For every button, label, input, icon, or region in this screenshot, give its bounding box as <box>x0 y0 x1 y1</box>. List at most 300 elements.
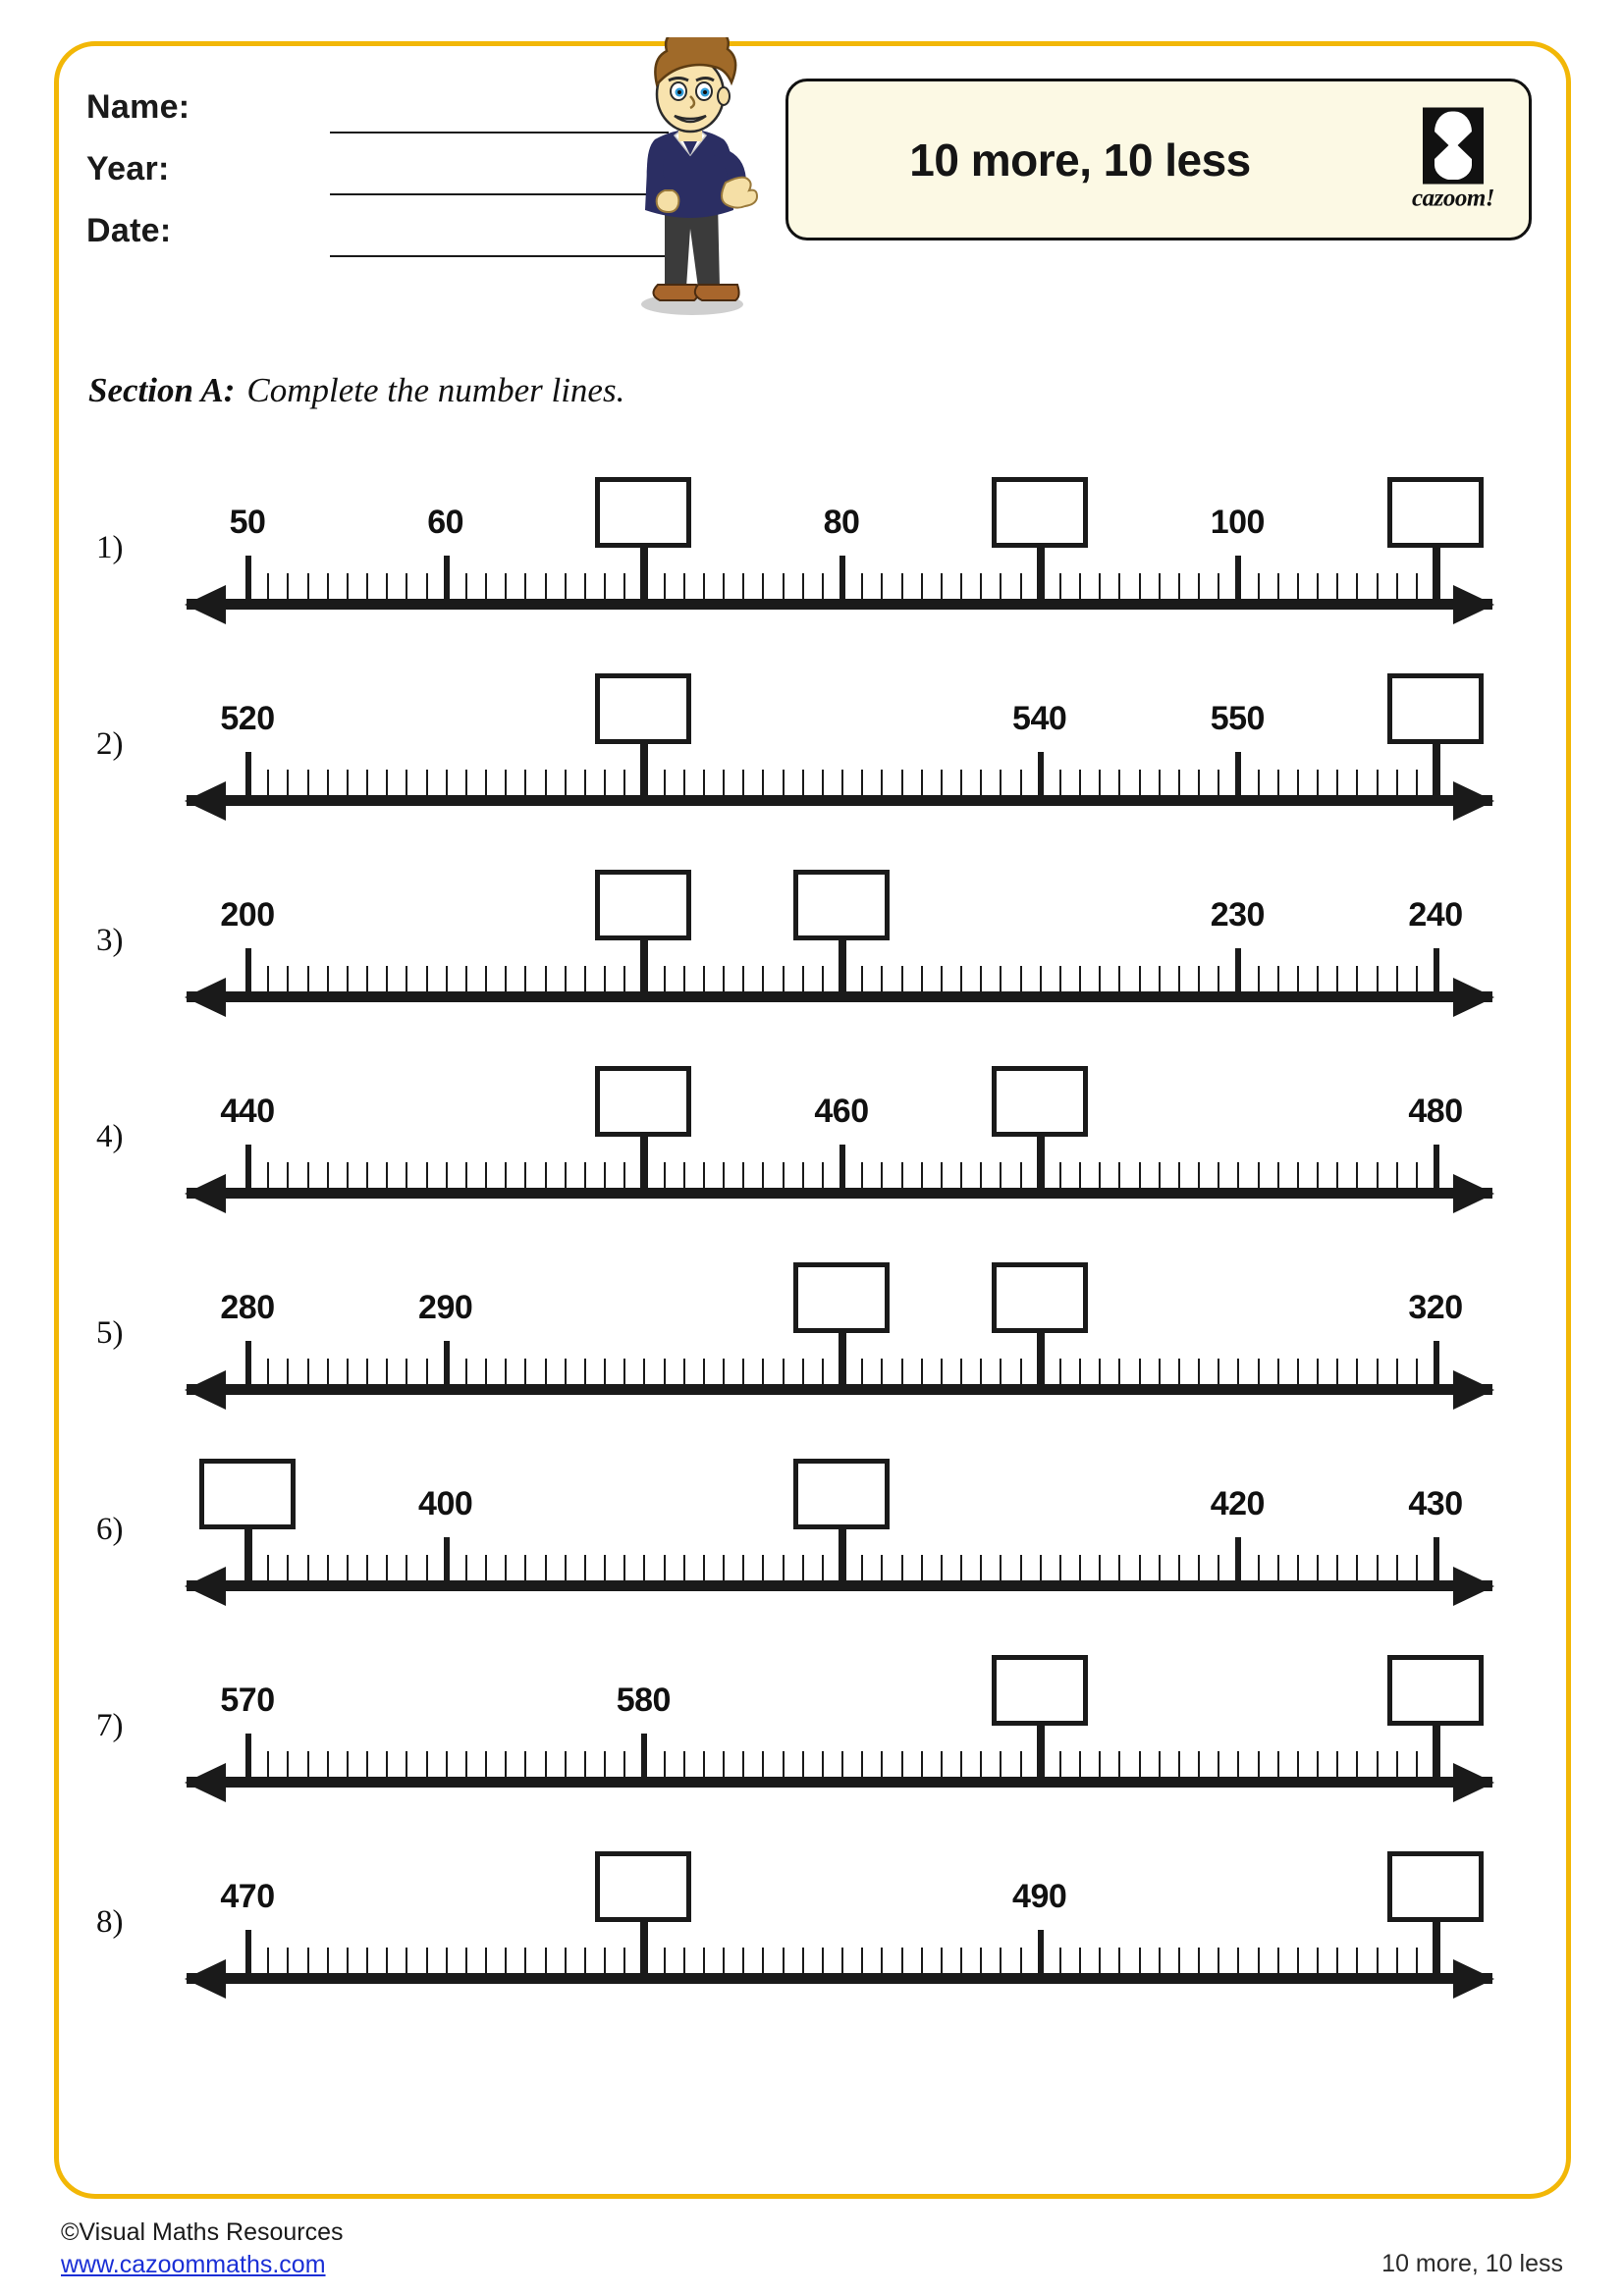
tick-minor <box>406 770 407 795</box>
tick-minor <box>465 1751 467 1777</box>
tick-minor <box>505 1359 507 1384</box>
tick-minor <box>861 1359 863 1384</box>
tick-minor <box>545 1555 547 1580</box>
tick-minor <box>446 1162 448 1188</box>
tick-minor <box>604 1359 606 1384</box>
answer-box[interactable] <box>595 870 691 940</box>
tick-major <box>1433 542 1440 599</box>
tick-minor <box>406 1359 407 1384</box>
tick-minor <box>683 966 685 991</box>
tick-minor <box>723 1162 725 1188</box>
number-line <box>187 1239 1492 1435</box>
year-label: Year: <box>86 150 170 187</box>
question-row <box>0 1239 1624 1435</box>
tick-minor <box>1079 1555 1081 1580</box>
tick-minor <box>524 1948 526 1973</box>
tick-minor <box>881 1751 883 1777</box>
section-label: Section A: <box>88 371 236 409</box>
tick-minor <box>1237 1359 1239 1384</box>
tick-minor <box>327 573 329 599</box>
axis-arrow-right-icon <box>1453 585 1494 624</box>
number-line-value-label: 570 <box>220 1682 275 1719</box>
tick-minor <box>1178 1359 1180 1384</box>
tick-minor <box>1079 1948 1081 1973</box>
tick-major <box>640 934 648 991</box>
tick-minor <box>664 966 666 991</box>
tick-minor <box>664 1162 666 1188</box>
tick-minor <box>783 1555 785 1580</box>
tick-minor <box>565 1751 567 1777</box>
number-line-axis <box>187 599 1492 610</box>
tick-minor <box>683 770 685 795</box>
tick-minor <box>1336 1555 1338 1580</box>
tick-minor <box>921 1162 923 1188</box>
tick-major <box>245 1734 251 1777</box>
tick-minor <box>465 1162 467 1188</box>
tick-minor <box>505 573 507 599</box>
tick-minor <box>1059 966 1061 991</box>
answer-box[interactable] <box>793 870 890 940</box>
tick-major <box>244 1523 252 1580</box>
tick-minor <box>465 1555 467 1580</box>
number-line-value-label: 440 <box>220 1093 275 1130</box>
tick-minor <box>565 573 567 599</box>
tick-minor <box>1258 770 1260 795</box>
tick-major <box>245 752 251 795</box>
tick-minor <box>386 573 388 599</box>
tick-minor <box>287 1751 289 1777</box>
tick-minor <box>1258 1359 1260 1384</box>
tick-minor <box>664 1359 666 1384</box>
answer-box[interactable] <box>992 1262 1088 1333</box>
tick-minor <box>1277 573 1279 599</box>
tick-minor <box>742 573 744 599</box>
worksheet-title-panel <box>785 79 1532 240</box>
tick-minor <box>584 1359 586 1384</box>
tick-minor <box>1000 1555 1001 1580</box>
tick-minor <box>1377 1948 1379 1973</box>
tick-minor <box>822 1162 824 1188</box>
tick-minor <box>604 1948 606 1973</box>
tick-minor <box>1178 1751 1180 1777</box>
tick-minor <box>1020 1359 1022 1384</box>
axis-arrow-left-icon <box>185 1174 226 1213</box>
tick-minor <box>604 770 606 795</box>
tick-minor <box>1258 966 1260 991</box>
tick-minor <box>1118 966 1120 991</box>
tick-minor <box>386 1948 388 1973</box>
number-line-value-label: 80 <box>823 504 860 541</box>
answer-box[interactable] <box>992 1066 1088 1137</box>
tick-minor <box>604 573 606 599</box>
student-mascot-icon <box>604 37 776 317</box>
answer-box[interactable] <box>595 673 691 744</box>
tick-minor <box>1118 1162 1120 1188</box>
tick-minor <box>545 1948 547 1973</box>
tick-major <box>839 934 846 991</box>
question-row <box>0 1435 1624 1631</box>
tick-minor <box>366 1948 368 1973</box>
number-line-value-label: 320 <box>1408 1289 1463 1326</box>
tick-minor <box>1317 1948 1319 1973</box>
number-line <box>187 1435 1492 1631</box>
tick-minor <box>1237 1162 1239 1188</box>
section-heading <box>88 371 624 410</box>
tick-minor <box>1377 1751 1379 1777</box>
axis-arrow-left-icon <box>185 978 226 1017</box>
tick-minor <box>524 1555 526 1580</box>
tick-minor <box>1416 573 1418 599</box>
tick-minor <box>742 1359 744 1384</box>
answer-box[interactable] <box>992 1655 1088 1726</box>
tick-minor <box>1277 1359 1279 1384</box>
tick-minor <box>861 770 863 795</box>
tick-minor <box>545 1359 547 1384</box>
tick-minor <box>901 573 903 599</box>
tick-minor <box>1218 1948 1219 1973</box>
tick-minor <box>1377 1555 1379 1580</box>
tick-minor <box>386 1555 388 1580</box>
question-number: 4) <box>96 1119 124 1154</box>
tick-minor <box>841 770 843 795</box>
tick-minor <box>742 770 744 795</box>
tick-minor <box>1198 770 1200 795</box>
tick-minor <box>584 573 586 599</box>
tick-minor <box>1198 966 1200 991</box>
tick-minor <box>623 770 625 795</box>
tick-minor <box>1297 966 1299 991</box>
tick-minor <box>980 770 982 795</box>
tick-minor <box>1277 1948 1279 1973</box>
tick-minor <box>921 1948 923 1973</box>
tick-minor <box>1099 770 1101 795</box>
tick-minor <box>1059 573 1061 599</box>
tick-minor <box>1396 966 1398 991</box>
question-row <box>0 454 1624 650</box>
number-line-axis <box>187 1384 1492 1395</box>
tick-minor <box>1139 573 1141 599</box>
tick-minor <box>1000 1359 1001 1384</box>
answer-box[interactable] <box>793 1262 890 1333</box>
answer-box[interactable] <box>992 477 1088 548</box>
tick-major <box>1038 1930 1044 1973</box>
tick-minor <box>267 1162 269 1188</box>
tick-minor <box>1396 573 1398 599</box>
footer-website-link[interactable]: www.cazoommaths.com <box>61 2251 326 2278</box>
tick-minor <box>1020 1555 1022 1580</box>
tick-minor <box>1198 1359 1200 1384</box>
tick-minor <box>980 1751 982 1777</box>
tick-minor <box>1237 1948 1239 1973</box>
tick-minor <box>802 770 804 795</box>
tick-minor <box>1317 1751 1319 1777</box>
tick-minor <box>386 1162 388 1188</box>
tick-major <box>839 1523 846 1580</box>
tick-minor <box>861 1162 863 1188</box>
tick-minor <box>623 1555 625 1580</box>
tick-minor <box>1099 1751 1101 1777</box>
tick-minor <box>327 1162 329 1188</box>
page-title: 10 more, 10 less <box>909 133 1251 186</box>
tick-minor <box>1377 573 1379 599</box>
tick-minor <box>1099 966 1101 991</box>
tick-minor <box>1258 1555 1260 1580</box>
tick-minor <box>802 1555 804 1580</box>
tick-minor <box>1198 573 1200 599</box>
answer-box[interactable] <box>595 477 691 548</box>
tick-minor <box>1218 1751 1219 1777</box>
tick-minor <box>347 966 349 991</box>
tick-minor <box>960 966 962 991</box>
tick-minor <box>1139 1751 1141 1777</box>
tick-minor <box>960 770 962 795</box>
tick-minor <box>485 1359 487 1384</box>
tick-minor <box>565 1948 567 1973</box>
tick-major <box>1235 752 1241 795</box>
axis-arrow-left-icon <box>185 1763 226 1802</box>
tick-minor <box>386 1751 388 1777</box>
tick-minor <box>1336 1162 1338 1188</box>
tick-minor <box>802 1162 804 1188</box>
tick-minor <box>783 573 785 599</box>
tick-minor <box>742 966 744 991</box>
tick-minor <box>1118 1555 1120 1580</box>
name-row <box>86 88 622 150</box>
tick-minor <box>565 1162 567 1188</box>
tick-minor <box>762 1751 764 1777</box>
tick-minor <box>901 770 903 795</box>
tick-major <box>1037 1327 1045 1384</box>
tick-minor <box>327 770 329 795</box>
tick-minor <box>703 1948 705 1973</box>
tick-minor <box>565 770 567 795</box>
tick-minor <box>426 573 428 599</box>
tick-minor <box>307 966 309 991</box>
tick-minor <box>267 1359 269 1384</box>
tick-minor <box>742 1555 744 1580</box>
tick-minor <box>426 1948 428 1973</box>
tick-minor <box>1118 573 1120 599</box>
date-row <box>86 212 622 274</box>
answer-box[interactable] <box>199 1459 296 1529</box>
tick-minor <box>1258 573 1260 599</box>
tick-minor <box>1139 966 1141 991</box>
number-line-value-label: 100 <box>1210 504 1265 541</box>
tick-minor <box>1178 770 1180 795</box>
tick-minor <box>267 966 269 991</box>
tick-minor <box>664 1751 666 1777</box>
answer-box[interactable] <box>595 1851 691 1922</box>
tick-minor <box>1258 1162 1260 1188</box>
tick-minor <box>783 1359 785 1384</box>
tick-minor <box>485 1162 487 1188</box>
tick-minor <box>426 1162 428 1188</box>
tick-minor <box>723 1751 725 1777</box>
tick-major <box>245 1145 251 1188</box>
answer-box[interactable] <box>1387 673 1484 744</box>
tick-major <box>839 556 845 599</box>
answer-box[interactable] <box>1387 1851 1484 1922</box>
tick-minor <box>1059 1162 1061 1188</box>
tick-minor <box>1159 966 1161 991</box>
tick-minor <box>802 1751 804 1777</box>
tick-minor <box>802 966 804 991</box>
tick-minor <box>1099 1359 1101 1384</box>
tick-minor <box>1336 966 1338 991</box>
tick-minor <box>742 1948 744 1973</box>
tick-minor <box>1020 966 1022 991</box>
tick-minor <box>524 1751 526 1777</box>
tick-minor <box>1416 1359 1418 1384</box>
tick-minor <box>465 1359 467 1384</box>
tick-minor <box>386 770 388 795</box>
tick-minor <box>545 1751 547 1777</box>
tick-minor <box>1099 1555 1101 1580</box>
tick-minor <box>366 573 368 599</box>
tick-minor <box>465 770 467 795</box>
tick-minor <box>1198 1555 1200 1580</box>
answer-box[interactable] <box>793 1459 890 1529</box>
tick-minor <box>1377 1359 1379 1384</box>
tick-minor <box>1198 1751 1200 1777</box>
tick-minor <box>623 573 625 599</box>
tick-major <box>444 1341 450 1384</box>
tick-major <box>1433 1916 1440 1973</box>
tick-minor <box>347 1948 349 1973</box>
axis-arrow-right-icon <box>1453 1567 1494 1606</box>
tick-minor <box>901 1555 903 1580</box>
tick-minor <box>881 1359 883 1384</box>
tick-minor <box>1139 1555 1141 1580</box>
tick-minor <box>366 1555 368 1580</box>
tick-minor <box>1317 1359 1319 1384</box>
answer-box[interactable] <box>1387 477 1484 548</box>
tick-minor <box>941 966 943 991</box>
tick-minor <box>802 1948 804 1973</box>
tick-minor <box>584 966 586 991</box>
tick-minor <box>822 770 824 795</box>
tick-minor <box>901 966 903 991</box>
tick-minor <box>1159 1162 1161 1188</box>
tick-minor <box>1159 1948 1161 1973</box>
tick-minor <box>921 966 923 991</box>
tick-minor <box>1218 770 1219 795</box>
tick-minor <box>1336 1948 1338 1973</box>
tick-minor <box>347 1162 349 1188</box>
tick-minor <box>664 1948 666 1973</box>
tick-minor <box>1277 1555 1279 1580</box>
tick-minor <box>1139 1162 1141 1188</box>
tick-minor <box>1118 1948 1120 1973</box>
tick-minor <box>1277 1162 1279 1188</box>
tick-minor <box>881 573 883 599</box>
number-line-axis <box>187 1580 1492 1591</box>
tick-minor <box>861 573 863 599</box>
tick-minor <box>1099 1948 1101 1973</box>
tick-minor <box>1000 1162 1001 1188</box>
tick-minor <box>1079 1162 1081 1188</box>
tick-minor <box>604 966 606 991</box>
tick-minor <box>1099 1162 1101 1188</box>
tick-minor <box>465 1948 467 1973</box>
tick-minor <box>623 1751 625 1777</box>
tick-minor <box>980 1555 982 1580</box>
question-row <box>0 846 1624 1042</box>
tick-minor <box>980 1162 982 1188</box>
answer-box[interactable] <box>1387 1655 1484 1726</box>
tick-minor <box>366 770 368 795</box>
tick-minor <box>861 1555 863 1580</box>
tick-minor <box>1040 966 1042 991</box>
tick-minor <box>584 1751 586 1777</box>
tick-minor <box>524 770 526 795</box>
name-label: Name: <box>86 88 190 126</box>
number-line-value-label: 240 <box>1408 896 1463 934</box>
tick-minor <box>1000 770 1001 795</box>
tick-minor <box>386 1359 388 1384</box>
tick-major <box>444 1537 450 1580</box>
questions-list <box>0 454 1624 2024</box>
tick-minor <box>802 573 804 599</box>
tick-minor <box>742 1751 744 1777</box>
tick-minor <box>980 966 982 991</box>
year-row <box>86 150 622 212</box>
tick-minor <box>1059 1948 1061 1973</box>
tick-minor <box>980 1359 982 1384</box>
tick-minor <box>822 1948 824 1973</box>
tick-minor <box>1237 1751 1239 1777</box>
tick-minor <box>327 1751 329 1777</box>
tick-major <box>245 1341 251 1384</box>
tick-minor <box>861 1948 863 1973</box>
tick-minor <box>1356 1359 1358 1384</box>
question-number: 3) <box>96 923 124 958</box>
axis-arrow-right-icon <box>1453 1370 1494 1410</box>
tick-major <box>1038 752 1044 795</box>
tick-minor <box>1396 1359 1398 1384</box>
tick-minor <box>446 1751 448 1777</box>
axis-arrow-right-icon <box>1453 1174 1494 1213</box>
tick-major <box>641 1734 647 1777</box>
tick-minor <box>545 1162 547 1188</box>
tick-minor <box>565 1359 567 1384</box>
tick-minor <box>406 1162 407 1188</box>
tick-minor <box>584 1162 586 1188</box>
tick-minor <box>267 573 269 599</box>
tick-minor <box>822 966 824 991</box>
tick-major <box>1434 1341 1439 1384</box>
tick-minor <box>1020 1162 1022 1188</box>
tick-minor <box>1178 1555 1180 1580</box>
answer-box[interactable] <box>595 1066 691 1137</box>
tick-major <box>640 1131 648 1188</box>
tick-minor <box>901 1359 903 1384</box>
tick-minor <box>783 1162 785 1188</box>
question-number: 8) <box>96 1904 124 1940</box>
tick-minor <box>1000 1751 1001 1777</box>
tick-minor <box>960 1948 962 1973</box>
tick-minor <box>623 966 625 991</box>
tick-minor <box>1317 573 1319 599</box>
tick-minor <box>941 573 943 599</box>
tick-minor <box>723 770 725 795</box>
tick-minor <box>1198 1948 1200 1973</box>
number-line <box>187 1828 1492 2024</box>
tick-minor <box>485 1948 487 1973</box>
question-number: 6) <box>96 1512 124 1547</box>
tick-minor <box>1000 966 1001 991</box>
tick-major <box>839 1327 846 1384</box>
